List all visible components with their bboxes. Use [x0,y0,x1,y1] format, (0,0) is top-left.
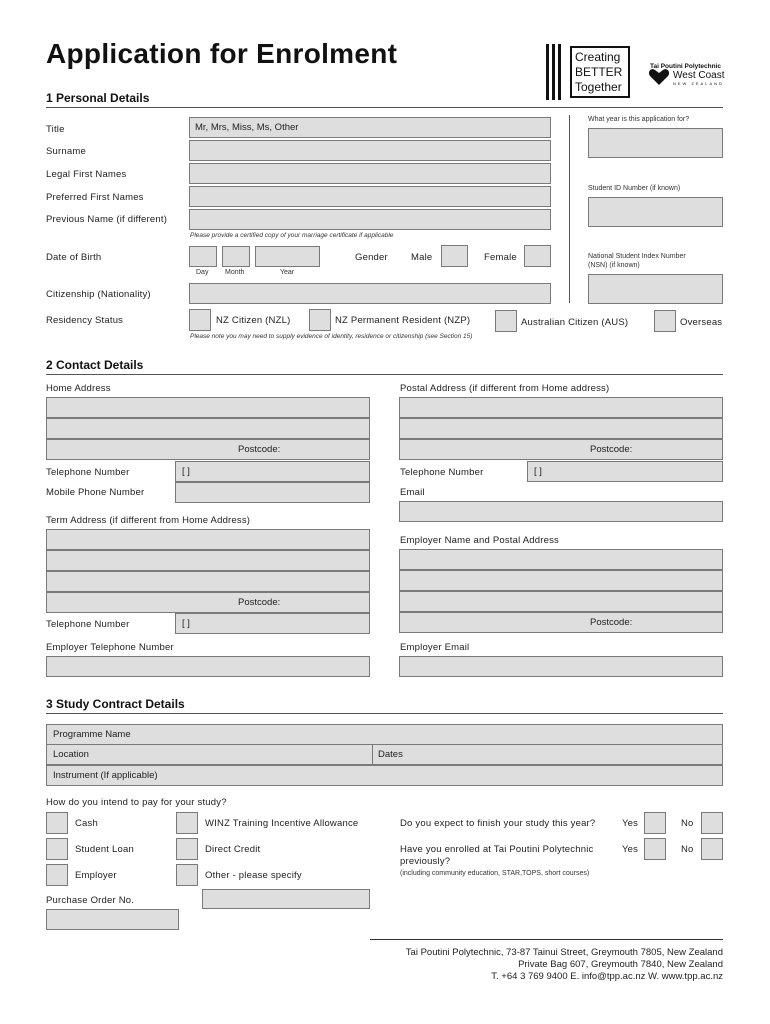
female-checkbox[interactable] [524,245,551,267]
brand-heart-icon [648,68,670,86]
gender-label: Gender [355,252,388,263]
term-telephone-field[interactable] [175,613,370,634]
email-field[interactable] [399,501,723,522]
divider [46,713,723,714]
employer-email-field[interactable] [399,656,723,677]
purchase-order-field[interactable] [46,909,179,930]
nsn-label: National Student Index Number [588,253,686,260]
male-checkbox[interactable] [441,245,468,267]
dates-label: Dates [378,749,403,760]
finish-question: Do you expect to finish your study this year? [400,818,596,829]
footer-divider [370,939,723,940]
section-heading-contact: 2 Contact Details [46,358,144,372]
nz-resident-checkbox[interactable] [309,309,331,331]
postcode-label: Postcode: [238,597,281,608]
home-telephone-label: Telephone Number [46,467,130,478]
legal-first-names-label: Legal First Names [46,169,127,180]
student-loan-label: Student Loan [75,844,134,855]
title-options: Mr, Mrs, Miss, Ms, Other [195,122,299,133]
term-address-line-2[interactable] [46,550,370,571]
dob-year-field[interactable] [255,246,320,267]
logo-bars [546,44,570,100]
surname-field[interactable] [189,140,551,161]
employer-telephone-label: Employer Telephone Number [46,642,174,653]
term-telephone-label: Telephone Number [46,619,130,630]
title-label: Title [46,124,65,135]
term-address-label: Term Address (if different from Home Address) [46,515,251,526]
male-label: Male [411,252,433,263]
mobile-label: Mobile Phone Number [46,487,145,498]
aus-citizen-checkbox[interactable] [495,310,517,332]
surname-label: Surname [46,146,86,157]
purchase-order-label: Purchase Order No. [46,895,135,906]
finish-no-checkbox[interactable] [701,812,723,834]
divider [46,107,723,108]
winz-label: WINZ Training Incentive Allowance [205,818,359,829]
previous-name-field[interactable] [189,209,551,230]
instrument-field[interactable] [46,765,723,786]
title-field[interactable] [189,117,551,138]
section-heading-study: 3 Study Contract Details [46,697,185,711]
citizenship-label: Citizenship (Nationality) [46,289,151,300]
home-address-line-2[interactable] [46,418,370,439]
application-year-field[interactable] [588,128,723,158]
term-postcode-field[interactable] [46,592,370,613]
citizenship-field[interactable] [189,283,551,304]
home-telephone-field[interactable] [175,461,370,482]
other-label: Other - please specify [205,870,302,881]
nsn-field[interactable] [588,274,723,304]
nz-citizen-label: NZ Citizen (NZL) [216,315,291,326]
programme-name-field[interactable] [46,724,723,745]
employer-address-line-3[interactable] [399,591,723,612]
enrolled-no-checkbox[interactable] [701,838,723,860]
legal-first-names-field[interactable] [189,163,551,184]
instrument-label: Instrument (If applicable) [53,770,158,781]
winz-checkbox[interactable] [176,812,198,834]
postal-telephone-field[interactable] [527,461,723,482]
employer-checkbox[interactable] [46,864,68,886]
brand-name: Tai Poutini Polytechnic [650,63,722,70]
nz-resident-label: NZ Permanent Resident (NZP) [335,315,471,326]
overseas-label: Overseas [680,317,723,328]
direct-credit-label: Direct Credit [205,844,261,855]
dob-day-field[interactable] [189,246,217,267]
pay-question: How do you intend to pay for your study? [46,797,227,808]
mobile-field[interactable] [175,482,370,503]
employer-address-line-2[interactable] [399,570,723,591]
other-specify-field[interactable] [202,889,370,909]
finish-yes-label: Yes [622,818,639,829]
footer-address: Tai Poutini Polytechnic, 73-87 Tainui Street, Greymouth 7805, New Zealand [405,947,723,958]
enrolled-note: (including community education, STAR,TOPS, short courses) [400,870,590,877]
employer-telephone-field[interactable] [46,656,370,677]
postal-postcode-field[interactable] [399,439,723,460]
logo-line: Creating [575,50,621,64]
dates-field[interactable] [372,744,723,765]
footer-postal: Private Bag 607, Greymouth 7840, New Zealand [518,959,723,970]
employer-address-line-1[interactable] [399,549,723,570]
other-checkbox[interactable] [176,864,198,886]
marriage-note: Please provide a certified copy of your marriage certificate if applicable [190,232,394,239]
postcode-label: Postcode: [590,617,633,628]
preferred-first-names-field[interactable] [189,186,551,207]
dob-label: Date of Birth [46,252,102,263]
month-label: Month [225,269,245,276]
section-heading-personal: 1 Personal Details [46,91,150,105]
nsn-label-line2: (NSN) (if known) [588,262,640,269]
postal-address-line-2[interactable] [399,418,723,439]
divider [46,374,723,375]
logo-line: Together [575,80,622,94]
postcode-label: Postcode: [238,444,281,455]
logo-line: BETTER [575,65,623,79]
dob-month-field[interactable] [222,246,250,267]
brand-region: West Coast [673,70,725,81]
location-label: Location [53,749,89,760]
home-address-line-1[interactable] [46,397,370,418]
student-id-field[interactable] [588,197,723,227]
finish-yes-checkbox[interactable] [644,812,666,834]
previous-name-label: Previous Name (if different) [46,214,168,225]
postal-telephone-label: Telephone Number [400,467,484,478]
employer-pay-label: Employer [75,870,117,881]
preferred-first-names-label: Preferred First Names [46,192,144,203]
direct-credit-checkbox[interactable] [176,838,198,860]
logo-creating-better-together [570,46,630,98]
overseas-checkbox[interactable] [654,310,676,332]
term-address-line-1[interactable] [46,529,370,550]
employer-email-label: Employer Email [400,642,470,653]
location-field[interactable] [46,744,373,765]
area-code-brackets: [ ] [182,618,190,629]
programme-name-label: Programme Name [53,729,131,740]
student-id-label: Student ID Number (if known) [588,185,681,192]
enrolled-yes-checkbox[interactable] [644,838,666,860]
home-postcode-field[interactable] [46,439,370,460]
area-code-brackets: [ ] [534,466,542,477]
female-label: Female [484,252,517,263]
enrolled-question: Have you enrolled at Tai Poutini Polytechnic [400,844,594,855]
enrolled-question-line2: previously? [400,856,451,867]
year-label: Year [280,269,295,276]
employer-name-label: Employer Name and Postal Address [400,535,560,546]
enrolled-no-label: No [681,844,694,855]
finish-no-label: No [681,818,694,829]
cash-label: Cash [75,818,98,829]
year-question: What year is this application for? [588,116,690,123]
brand-country: NEW ZEALAND [673,81,724,86]
footer-contact: T. +64 3 769 9400 E. info@tpp.ac.nz W. www.tpp.ac.nz [491,971,723,982]
email-label: Email [400,487,425,498]
area-code-brackets: [ ] [182,466,190,477]
postal-address-line-1[interactable] [399,397,723,418]
term-address-line-3[interactable] [46,571,370,592]
page-title: Application for Enrolment [46,38,398,69]
column-divider [569,115,570,303]
home-address-label: Home Address [46,383,111,394]
employer-postcode-field[interactable] [399,612,723,633]
cash-checkbox[interactable] [46,812,68,834]
postcode-label: Postcode: [590,444,633,455]
nz-citizen-checkbox[interactable] [189,309,211,331]
day-label: Day [196,269,209,276]
postal-address-label: Postal Address (if different from Home address) [400,383,610,394]
aus-citizen-label: Australian Citizen (AUS) [521,317,629,328]
residency-label: Residency Status [46,315,124,326]
student-loan-checkbox[interactable] [46,838,68,860]
residency-note: Please note you may need to supply evidence of identity, residence or citizenship (see Section 15) [190,333,473,340]
enrolled-yes-label: Yes [622,844,639,855]
